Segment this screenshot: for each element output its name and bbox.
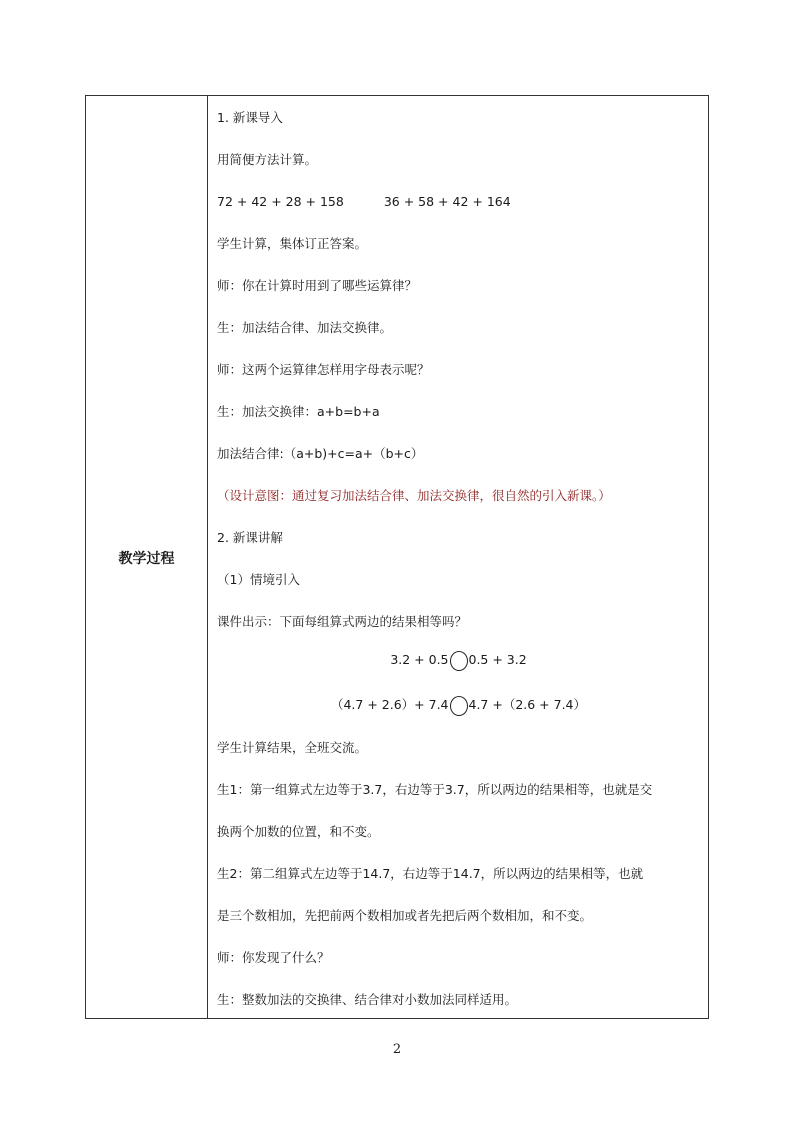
paragraph-line: 生1：第一组算式左边等于3.7，右边等于3.7，所以两边的结果相等，也就是交 (217, 782, 653, 797)
paragraph-line: 学生计算，集体订正答案。 (217, 236, 368, 251)
exercise-right: 36 + 58 + 42 + 164 (383, 194, 511, 209)
paragraph-line: 师：这两个运算律怎样用字母表示呢？ (217, 362, 430, 377)
lesson-table (85, 95, 709, 1019)
instruction-text: 用简便方法计算。 (217, 152, 318, 167)
exercise-row (217, 194, 511, 210)
heading-new-lesson-explain: 2. 新课讲解 (217, 530, 283, 545)
subheading-scenario: （1）情境引入 (217, 572, 300, 587)
paragraph-line: 是三个数相加，先把前两个数相加或者先把后两个数相加，和不变。 (217, 908, 593, 923)
blank-circle-icon (450, 696, 468, 716)
paragraph-line: 师：你发现了什么？ (217, 950, 330, 965)
section-label: 教学过程 (118, 551, 175, 567)
heading-new-lesson-intro: 1. 新课导入 (217, 110, 283, 125)
paragraph-line: 加法结合律:（a+b)+c=a+（b+c） (217, 446, 424, 461)
design-intent-note: （设计意图：通过复习加法结合律、加法交换律，很自然的引入新课。） (217, 488, 611, 503)
blank-circle-icon (450, 651, 468, 671)
paragraph-line: 生：加法结合律、加法交换律。 (217, 320, 393, 335)
paragraph-line: 生：整数加法的交换律、结合律对小数加法同样适用。 (217, 992, 518, 1007)
column-divider (207, 96, 208, 1018)
exercise-left: 72 + 42 + 28 + 158 (217, 194, 344, 209)
paragraph-line: 学生计算结果，全班交流。 (217, 740, 368, 755)
paragraph-line: 生：加法交换律：a+b=b+a (217, 404, 380, 419)
paragraph-line: 换两个加数的位置，和不变。 (217, 824, 380, 839)
comparison-left: （4.7 + 2.6）+ 7.4 (330, 697, 449, 712)
comparison-row-2 (208, 693, 709, 717)
comparison-left: 3.2 + 0.5 (390, 652, 449, 667)
paragraph-line: 课件出示：下面每组算式两边的结果相等吗？ (217, 614, 468, 629)
comparison-right: 4.7 +（2.6 + 7.4） (468, 697, 587, 712)
comparison-right: 0.5 + 3.2 (468, 652, 527, 667)
paragraph-line: 师：你在计算时用到了哪些运算律？ (217, 278, 418, 293)
paragraph-line: 生2：第二组算式左边等于14.7，右边等于14.7，所以两边的结果相等，也就 (217, 866, 644, 881)
comparison-row-1 (208, 648, 709, 672)
page-number: 2 (392, 1042, 402, 1057)
